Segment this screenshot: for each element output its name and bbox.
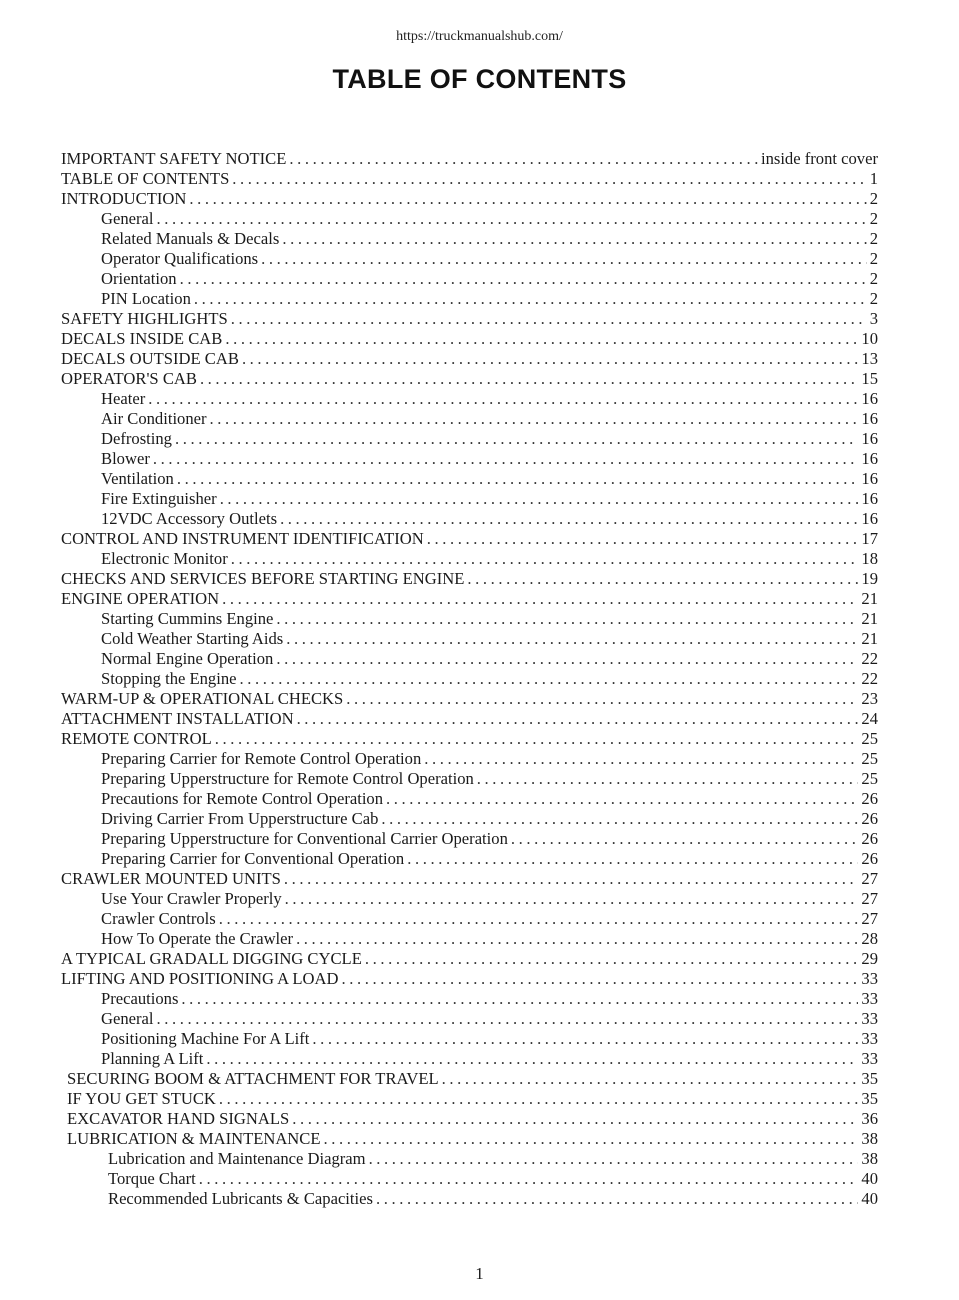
- toc-entry-page: 23: [861, 689, 878, 708]
- toc-entry-page: 25: [861, 769, 878, 788]
- toc-entry-page: 13: [861, 349, 878, 368]
- toc-entry-title: IF YOU GET STUCK: [67, 1089, 216, 1108]
- dot-leader: [427, 529, 859, 549]
- toc-entry-page: 2: [869, 229, 878, 248]
- toc-entry-page: 35: [861, 1069, 878, 1088]
- dot-leader: [369, 1149, 859, 1169]
- toc-entry-title: Lubrication and Maintenance Diagram: [108, 1149, 366, 1168]
- toc-entry-title: A TYPICAL GRADALL DIGGING CYCLE: [61, 949, 362, 968]
- dot-leader: [292, 1109, 858, 1129]
- dot-leader: [386, 789, 858, 809]
- dot-leader: [225, 329, 858, 349]
- toc-entry-title: Blower: [101, 449, 150, 468]
- toc-entry-title: DECALS INSIDE CAB: [61, 329, 223, 348]
- dot-leader: [181, 989, 858, 1009]
- toc-subsection-entry: [101, 609, 878, 629]
- toc-entry-page: 27: [861, 869, 878, 888]
- toc-subsection-entry: [101, 789, 878, 809]
- dot-leader: [284, 869, 858, 889]
- toc-section-entry: [61, 529, 878, 549]
- dot-leader: [189, 189, 866, 209]
- toc-entry-title: Ventilation: [101, 469, 174, 488]
- toc-subsection-entry: [101, 889, 878, 909]
- toc-entry-title: Recommended Lubricants & Capacities: [108, 1189, 373, 1208]
- toc-entry-page: 16: [861, 409, 878, 428]
- toc-entry-page: 33: [861, 1029, 878, 1048]
- toc-entry-page: 27: [861, 889, 878, 908]
- toc-entry-page: 3: [869, 309, 878, 328]
- toc-subsection-entry: [101, 929, 878, 949]
- toc-entry-page: 21: [861, 629, 878, 648]
- toc-subsection-entry: [101, 249, 878, 269]
- toc-entry-title: Normal Engine Operation: [101, 649, 274, 668]
- toc-entry-page: 33: [861, 989, 878, 1008]
- toc-section-entry: [67, 1129, 878, 1149]
- toc-entry-title: DECALS OUTSIDE CAB: [61, 349, 239, 368]
- toc-subsection-entry: [101, 629, 878, 649]
- toc-entry-title: Precautions for Remote Control Operation: [101, 789, 384, 808]
- toc-section-entry: [61, 189, 878, 209]
- dot-leader: [511, 829, 859, 849]
- dot-leader: [442, 1069, 859, 1089]
- dot-leader: [276, 649, 858, 669]
- toc-entry-title: SAFETY HIGHLIGHTS: [61, 309, 228, 328]
- toc-entry-title: Defrosting: [101, 429, 172, 448]
- toc-entry-title: CRAWLER MOUNTED UNITS: [61, 869, 281, 888]
- toc-subsection-entry: [101, 469, 878, 489]
- dot-leader: [346, 689, 858, 709]
- toc-subsection-entry: [101, 509, 878, 529]
- dot-leader: [467, 569, 858, 589]
- toc-entry-page: 26: [861, 789, 878, 808]
- toc-entry-page: 25: [861, 729, 878, 748]
- toc-entry-page: 40: [861, 1169, 878, 1188]
- dot-leader: [219, 909, 859, 929]
- toc-subsection-entry: [101, 489, 878, 509]
- toc-section-entry: [61, 949, 878, 969]
- toc-entry-page: 33: [861, 969, 878, 988]
- toc-subsection-entry: [101, 749, 878, 769]
- toc-entry-title: CONTROL AND INSTRUMENT IDENTIFICATION: [61, 529, 424, 548]
- toc-entry-page: 26: [861, 809, 878, 828]
- dot-leader: [376, 1189, 858, 1209]
- toc-entry-title: INTRODUCTION: [61, 189, 187, 208]
- dot-leader: [220, 489, 859, 509]
- toc-section-entry: [61, 309, 878, 329]
- dot-leader: [289, 149, 758, 169]
- toc-entry-title: REMOTE CONTROL: [61, 729, 212, 748]
- dot-leader: [219, 1089, 859, 1109]
- toc-entry-page: 22: [861, 669, 878, 688]
- toc-entry-page: 21: [861, 589, 878, 608]
- toc-entry-page: 18: [861, 549, 878, 568]
- dot-leader: [312, 1029, 858, 1049]
- toc-entry-page: 2: [869, 269, 878, 288]
- dot-leader: [407, 849, 858, 869]
- toc-subsection-entry: [101, 1049, 878, 1069]
- toc-entry-page: 24: [861, 709, 878, 728]
- toc-entry-title: ATTACHMENT INSTALLATION: [61, 709, 294, 728]
- toc-entry-page: 26: [861, 829, 878, 848]
- toc-entry-page: inside front cover: [760, 149, 878, 168]
- toc-entry-title: Operator Qualifications: [101, 249, 259, 268]
- toc-entry-title: Heater: [101, 389, 146, 408]
- dot-leader: [242, 349, 858, 369]
- toc-entry-title: Preparing Upperstructure for Conventional Carrier Operation: [101, 829, 508, 848]
- toc-entry-page: 36: [861, 1109, 878, 1128]
- toc-entry-page: 16: [861, 509, 878, 528]
- toc-subsection-entry: [101, 909, 878, 929]
- dot-leader: [194, 289, 867, 309]
- toc-entry-title: How To Operate the Crawler: [101, 929, 294, 948]
- toc-entry-page: 16: [861, 389, 878, 408]
- toc-entry-title: EXCAVATOR HAND SIGNALS: [67, 1109, 290, 1128]
- toc-entry-page: 16: [861, 449, 878, 468]
- dot-leader: [215, 729, 859, 749]
- toc-subsection-entry: [101, 209, 878, 229]
- toc-section-entry: [61, 329, 878, 349]
- toc-subsection-entry: [101, 849, 878, 869]
- toc-section-entry: [67, 1069, 878, 1089]
- toc-entry-page: 16: [861, 469, 878, 488]
- toc-section-entry: [61, 149, 878, 169]
- dot-leader: [153, 449, 859, 469]
- toc-entry-title: Driving Carrier From Upperstructure Cab: [101, 809, 379, 828]
- toc-entry-page: 33: [861, 1009, 878, 1028]
- toc-entry-title: Stopping the Engine: [101, 669, 237, 688]
- toc-entry-title: Crawler Controls: [101, 909, 216, 928]
- toc-entry-title: LIFTING AND POSITIONING A LOAD: [61, 969, 339, 988]
- toc-entry-title: Planning A Lift: [101, 1049, 204, 1068]
- toc-subsection-entry: [101, 389, 878, 409]
- toc-subsection-entry: [101, 289, 878, 309]
- toc-entry-page: 21: [861, 609, 878, 628]
- toc-entry-page: 35: [861, 1089, 878, 1108]
- toc-entry-title: PIN Location: [101, 289, 191, 308]
- dot-leader: [240, 669, 859, 689]
- toc-entry-page: 16: [861, 489, 878, 508]
- toc-entry-page: 15: [861, 369, 878, 388]
- toc-entry-page: 25: [861, 749, 878, 768]
- toc-subsection-entry: [101, 1009, 878, 1029]
- dot-leader: [324, 1129, 859, 1149]
- toc-entry-page: 2: [869, 249, 878, 268]
- toc-entry-title: Preparing Upperstructure for Remote Control Operation: [101, 769, 474, 788]
- dot-leader: [365, 949, 859, 969]
- toc-section-entry: [67, 1089, 878, 1109]
- toc-subsection-entry: [101, 449, 878, 469]
- toc-subsection-entry: [101, 989, 878, 1009]
- toc-entry-title: General: [101, 1009, 154, 1028]
- dot-leader: [200, 369, 858, 389]
- toc-entry-page: 29: [861, 949, 878, 968]
- dot-leader: [296, 929, 858, 949]
- toc-subsection-entry: [108, 1169, 878, 1189]
- toc-entry-title: Positioning Machine For A Lift: [101, 1029, 310, 1048]
- dot-leader: [424, 749, 858, 769]
- dot-leader: [280, 509, 858, 529]
- toc-entry-title: Preparing Carrier for Conventional Operation: [101, 849, 405, 868]
- toc-subsection-entry: [108, 1189, 878, 1209]
- toc-section-entry: [61, 969, 878, 989]
- dot-leader: [180, 269, 867, 289]
- toc-section-entry: [61, 729, 878, 749]
- toc-section-entry: [61, 349, 878, 369]
- dot-leader: [297, 709, 859, 729]
- toc-section-entry: [61, 869, 878, 889]
- toc-entry-page: 17: [861, 529, 878, 548]
- dot-leader: [157, 1009, 859, 1029]
- toc-subsection-entry: [101, 429, 878, 449]
- toc-section-entry: [61, 369, 878, 389]
- toc-entry-title: Electronic Monitor: [101, 549, 228, 568]
- toc-entry-title: General: [101, 209, 154, 228]
- dot-leader: [199, 1169, 859, 1189]
- toc-entry-page: 26: [861, 849, 878, 868]
- toc-entry-page: 19: [861, 569, 878, 588]
- dot-leader: [175, 429, 858, 449]
- toc-subsection-entry: [101, 769, 878, 789]
- toc-entry-title: Preparing Carrier for Remote Control Operation: [101, 749, 422, 768]
- toc-entry-page: 10: [861, 329, 878, 348]
- toc-entry-page: 38: [861, 1129, 878, 1148]
- dot-leader: [381, 809, 858, 829]
- toc-entry-title: 12VDC Accessory Outlets: [101, 509, 278, 528]
- toc-entry-page: 2: [869, 209, 878, 228]
- toc-entry-title: Fire Extinguisher: [101, 489, 217, 508]
- source-url: https://truckmanualshub.com/: [396, 29, 563, 44]
- toc-entry-page: 16: [861, 429, 878, 448]
- toc-entry-page: 27: [861, 909, 878, 928]
- toc-entry-title: SECURING BOOM & ATTACHMENT FOR TRAVEL: [67, 1069, 439, 1088]
- toc-section-entry: [61, 689, 878, 709]
- dot-leader: [341, 969, 858, 989]
- toc-entry-page: 33: [861, 1049, 878, 1068]
- dot-leader: [157, 209, 867, 229]
- toc-section-entry: [61, 709, 878, 729]
- toc-subsection-entry: [108, 1149, 878, 1169]
- toc-section-entry: [61, 569, 878, 589]
- page-title: TABLE OF CONTENTS: [332, 64, 627, 94]
- toc-entry-title: CHECKS AND SERVICES BEFORE STARTING ENGINE: [61, 569, 465, 588]
- toc-entry-title: IMPORTANT SAFETY NOTICE: [61, 149, 287, 168]
- dot-leader: [477, 769, 859, 789]
- toc-entry-title: WARM-UP & OPERATIONAL CHECKS: [61, 689, 344, 708]
- toc-entry-title: Torque Chart: [108, 1169, 196, 1188]
- toc-entry-page: 38: [861, 1149, 878, 1168]
- toc-entry-title: Cold Weather Starting Aids: [101, 629, 284, 648]
- toc-entry-title: Orientation: [101, 269, 177, 288]
- toc-section-entry: [67, 1109, 878, 1129]
- toc-subsection-entry: [101, 409, 878, 429]
- dot-leader: [232, 169, 866, 189]
- dot-leader: [231, 549, 859, 569]
- toc-entry-title: Precautions: [101, 989, 179, 1008]
- dot-leader: [222, 589, 858, 609]
- dot-leader: [231, 309, 867, 329]
- toc-entry-title: TABLE OF CONTENTS: [61, 169, 230, 188]
- dot-leader: [210, 409, 859, 429]
- dot-leader: [282, 229, 866, 249]
- toc-subsection-entry: [101, 809, 878, 829]
- dot-leader: [177, 469, 859, 489]
- toc-section-entry: [61, 589, 878, 609]
- toc-subsection-entry: [101, 229, 878, 249]
- toc-entry-title: Starting Cummins Engine: [101, 609, 274, 628]
- toc-entry-page: 2: [869, 189, 878, 208]
- dot-leader: [276, 609, 858, 629]
- dot-leader: [206, 1049, 858, 1069]
- dot-leader: [148, 389, 858, 409]
- toc-subsection-entry: [101, 549, 878, 569]
- dot-leader: [285, 889, 859, 909]
- toc-subsection-entry: [101, 649, 878, 669]
- toc-subsection-entry: [101, 669, 878, 689]
- toc-subsection-entry: [101, 269, 878, 289]
- toc-entry-title: LUBRICATION & MAINTENANCE: [67, 1129, 321, 1148]
- dot-leader: [286, 629, 858, 649]
- toc-subsection-entry: [101, 829, 878, 849]
- toc-entry-page: 28: [861, 929, 878, 948]
- toc-entry-title: Related Manuals & Decals: [101, 229, 280, 248]
- toc-subsection-entry: [101, 1029, 878, 1049]
- toc-entry-page: 22: [861, 649, 878, 668]
- toc-entry-title: OPERATOR'S CAB: [61, 369, 197, 388]
- toc-section-entry: [61, 169, 878, 189]
- toc-entry-page: 1: [869, 169, 878, 188]
- toc-entry-title: ENGINE OPERATION: [61, 589, 220, 608]
- dot-leader: [261, 249, 867, 269]
- toc-entry-title: Use Your Crawler Properly: [101, 889, 282, 908]
- toc-entry-page: 2: [869, 289, 878, 308]
- toc-entry-title: Air Conditioner: [101, 409, 207, 428]
- page-number: 1: [475, 1264, 484, 1283]
- toc-entry-page: 40: [861, 1189, 878, 1208]
